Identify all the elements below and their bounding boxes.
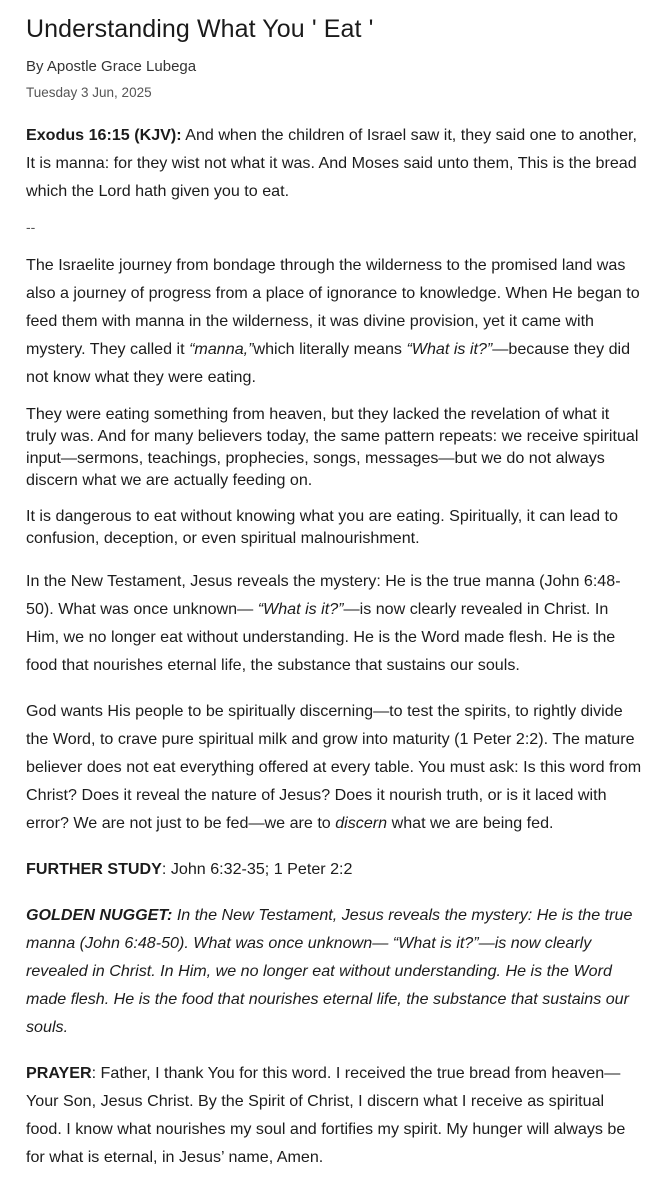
text-run: God wants His people to be spiritually discerning—to test the spirits, to rightly divide the Word, to crave pure spiritual milk and grow into maturity (1 Peter 2:2). The mature believer does not eat everything offered at every table. You must ask: Is this word from Christ? Does it reveal the nature of Jesus? Does it nourish truth, or is it laced with error? We are not just to be fed—we are to bbox=[26, 702, 642, 832]
golden-nugget bbox=[26, 901, 644, 1041]
scripture-text: And when the children of Israel saw it, they said one to another, It is manna: for they wist not what it was. And Moses said unto them, This is the bread which the Lord hath given you to eat. bbox=[26, 126, 638, 200]
golden-nugget-label: GOLDEN NUGGET: bbox=[26, 906, 173, 924]
further-study-label: FURTHER STUDY bbox=[26, 860, 162, 878]
text-run: what we are being fed. bbox=[387, 814, 554, 832]
emphasis: discern bbox=[335, 814, 388, 832]
emphasis: “What is it?” bbox=[257, 600, 344, 618]
text-run: which literally means bbox=[253, 340, 407, 358]
body-paragraph-4 bbox=[26, 567, 644, 679]
golden-nugget-text: In the New Testament, Jesus reveals the mystery: He is the true manna (John 6:48-50). What was once unknown— “What is it?”—is now clearly revealed in Christ. In Him, we no longer eat without understanding. He is the Word made flesh. He is the food that nourishes eternal life, the substance that sustains our souls. bbox=[26, 906, 633, 1036]
separator: -- bbox=[26, 219, 36, 235]
prayer-label: PRAYER bbox=[26, 1064, 92, 1082]
body-paragraph-3: It is dangerous to eat without knowing what you are eating. Spiritually, it can lead to confusion, deception, or even spiritual malnourishment. bbox=[26, 507, 618, 547]
emphasis: “manna,” bbox=[189, 340, 254, 358]
publish-date: Tuesday 3 Jun, 2025 bbox=[26, 85, 152, 100]
scripture-paragraph bbox=[26, 121, 644, 205]
further-study-text: : John 6:32-35; 1 Peter 2:2 bbox=[161, 860, 353, 878]
text-run: —is now clearly revealed in Christ. In Him, we no longer eat without understanding. He is the Word made flesh. He is the food that nourishes eternal life, the substance that sustains our souls. bbox=[26, 600, 616, 674]
body-paragraph-2: They were eating something from heaven, but they lacked the revelation of what it truly was. And for many believers today, the same pattern repeats: we receive spiritual input—sermons, teachings, prophecies, songs, messages—but we do not always discern what we are actually feeding on. bbox=[26, 405, 639, 489]
further-study bbox=[26, 855, 644, 883]
text-run: In the New Testament, Jesus reveals the mystery: He is the true manna (John 6:48-50). What was once unknown— bbox=[26, 572, 621, 618]
text-run: The Israelite journey from bondage through the wilderness to the promised land was also a journey of progress from a place of ignorance to knowledge. When He began to feed them with manna in the wilderness, it was divine provision, yet it came with mystery. They called it bbox=[26, 256, 640, 358]
text-run: —because they did not know what they were eating. bbox=[26, 340, 631, 386]
prayer-text: : Father, I thank You for this word. I received the true bread from heaven—Your Son, Jesus Christ. By the Spirit of Christ, I discern what I receive as spiritual food. I know what nourishes my soul and fortifies my spirit. My hunger will always be for what is eternal, in Jesus’ name, Amen. bbox=[26, 1064, 626, 1166]
article-title: Understanding What You ' Eat ' bbox=[26, 15, 374, 43]
emphasis: “What is it?” bbox=[406, 340, 493, 358]
scripture-reference: Exodus 16:15 (KJV): bbox=[26, 126, 182, 144]
body-paragraph-5 bbox=[26, 697, 644, 837]
prayer bbox=[26, 1059, 644, 1171]
author-byline: By Apostle Grace Lubega bbox=[26, 58, 197, 75]
body-paragraph-1 bbox=[26, 251, 644, 391]
